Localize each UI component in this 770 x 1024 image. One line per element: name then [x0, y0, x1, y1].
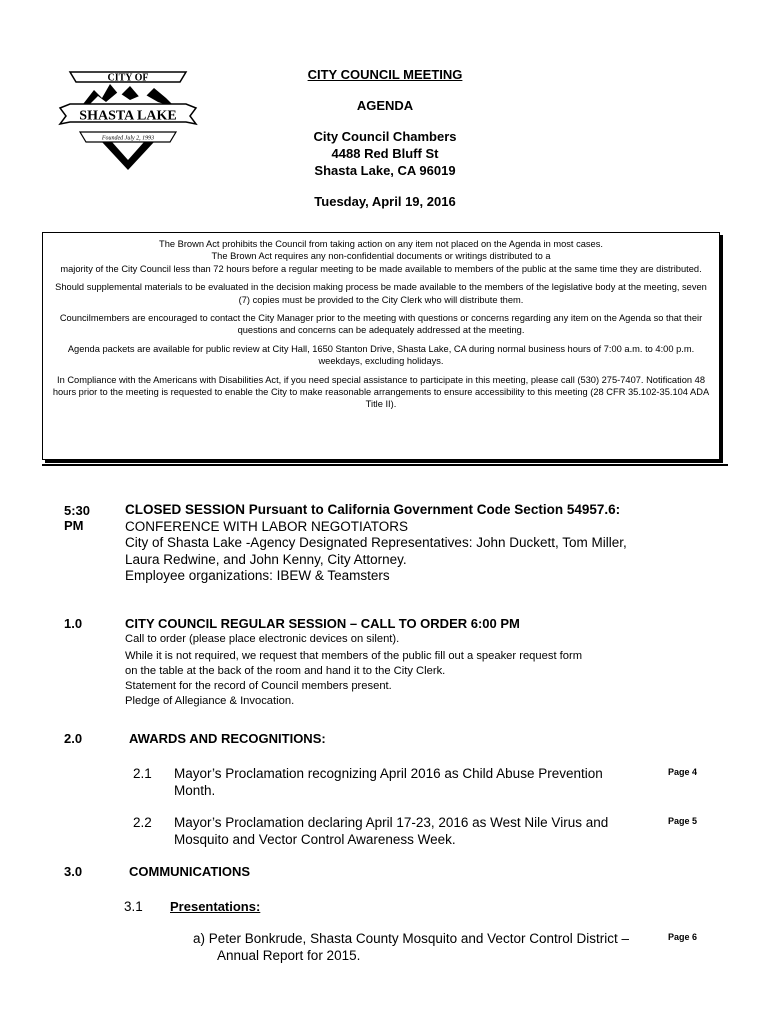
item-3-1-number: 3.1 [124, 899, 143, 914]
item-2-1-line2: Month. [174, 782, 216, 798]
meeting-title: CITY COUNCIL MEETING [307, 67, 463, 82]
notice-agenda-packets: Agenda packets are available for public review at City Hall, 1650 Stanton Drive, Shasta Lake, CA during normal business hours of 7:00 a.m. to 4:00 p.m. weekdays, excluding holidays. [67, 343, 695, 367]
city-address: Shasta Lake, CA 96019 [314, 163, 456, 178]
notice-ada: In Compliance with the Americans with Disabilities Act, if you need special assistance to participate in this meeting, please call (530) 275-7407. Notification 48 hours prior to the meeting is requested to enable the City to make reasonable arrangements to ensure accessibility to this meeting (28 CFR 35.102-35.104 ADA Title II). [52, 374, 710, 410]
closed-session-time [64, 503, 90, 533]
closed-session-line4: Employee organizations: IBEW & Teamsters [125, 568, 390, 583]
item-3-1-title: Presentations: [170, 899, 261, 914]
item-2-2-text [174, 815, 654, 848]
notice-supplemental: Should supplemental materials to be evaluated in the decision making process be made available to the members of the legislative body at the meeting, seven (7) copies must be provided to the City Clerk who will distribute them. [55, 282, 707, 305]
logo-top-text: CITY OF [107, 72, 149, 84]
closed-session-line2: City of Shasta Lake -Agency Designated Representatives: John Duckett, Tom Miller, [125, 535, 627, 550]
logo-bottom-text: Founded July 2, 1993 [101, 135, 155, 142]
shasta-lake-seal-icon [58, 62, 198, 174]
notice-councilmembers: Councilmembers are encouraged to contact the City Manager prior to the meeting with questions or concerns regarding any item on the Agenda so that their questions and concerns can be adequately addressed at the meeting. [59, 313, 703, 336]
item-3-1-a [193, 931, 663, 964]
item-2-2-page: Page 5 [668, 816, 698, 826]
divider [42, 464, 728, 466]
section-1-line1: Call to order (please place electronic devices on silent). [125, 633, 400, 645]
item-2-1-number: 2.1 [133, 766, 152, 781]
item-2-1-line1: Mayor’s Proclamation recognizing April 2016 as Child Abuse Prevention [174, 766, 603, 781]
closed-session-block [125, 502, 725, 585]
section-1-line2: While it is not required, we request that members of the public fill out a speaker request form [125, 650, 583, 662]
city-logo [58, 62, 198, 174]
section-2-number: 2.0 [64, 731, 83, 746]
closed-session-line3: Laura Redwine, and John Kenny, City Attorney. [125, 551, 407, 567]
item-2-2-line1: Mayor’s Proclamation declaring April 17-23, 2016 as West Nile Virus and [174, 815, 609, 830]
street-address: 4488 Red Bluff St [331, 146, 439, 161]
section-1-title: CITY COUNCIL REGULAR SESSION – CALL TO ORDER 6:00 PM [125, 616, 520, 631]
item-2-1-text [174, 766, 654, 799]
closed-time-hour: 5:30 [64, 503, 91, 518]
notice-p1-line3: majority of the City Council less than 72 hours before a regular meeting to be made available to members of the public at the same time they are distributed. [60, 263, 702, 274]
closed-session-title: CLOSED SESSION Pursuant to California Government Code Section 54957.6: [125, 502, 621, 517]
item-2-2-line2: Mosquito and Vector Control Awareness Week. [174, 831, 456, 847]
closed-time-ampm: PM [64, 518, 84, 533]
logo-main-text: SHASTA LAKE [79, 108, 177, 124]
agenda-title: AGENDA [356, 98, 414, 113]
venue: City Council Chambers [313, 129, 457, 144]
section-1-line4: Statement for the record of Council members present. [125, 680, 392, 692]
section-1-block [125, 615, 725, 709]
section-1-line5: Pledge of Allegiance & Invocation. [125, 695, 295, 707]
section-3-number: 3.0 [64, 864, 83, 879]
notice-p1-line2: The Brown Act requires any non-confidential documents or writings distributed to a [211, 251, 551, 262]
section-2-title: AWARDS AND RECOGNITIONS: [129, 731, 326, 746]
item-3-1-a-line1: a) Peter Bonkrude, Shasta County Mosquito and Vector Control District – [193, 931, 629, 946]
agenda-header [245, 66, 525, 210]
section-1-number: 1.0 [64, 616, 83, 631]
closed-session-line1: CONFERENCE WITH LABOR NEGOTIATORS [125, 518, 409, 534]
item-3-1-a-line2: Annual Report for 2015. [217, 947, 361, 963]
section-1-line3: on the table at the back of the room and hand it to the City Clerk. [125, 665, 446, 677]
item-2-2-number: 2.2 [133, 815, 152, 830]
notice-p1-line1: The Brown Act prohibits the Council from taking action on any item not placed on the Agenda in most cases. [159, 239, 603, 249]
item-2-1-page: Page 4 [668, 767, 698, 777]
brown-act-notice [42, 232, 720, 460]
item-3-1-a-page: Page 6 [668, 932, 698, 942]
meeting-date: Tuesday, April 19, 2016 [314, 194, 456, 209]
section-3-title: COMMUNICATIONS [129, 864, 251, 879]
